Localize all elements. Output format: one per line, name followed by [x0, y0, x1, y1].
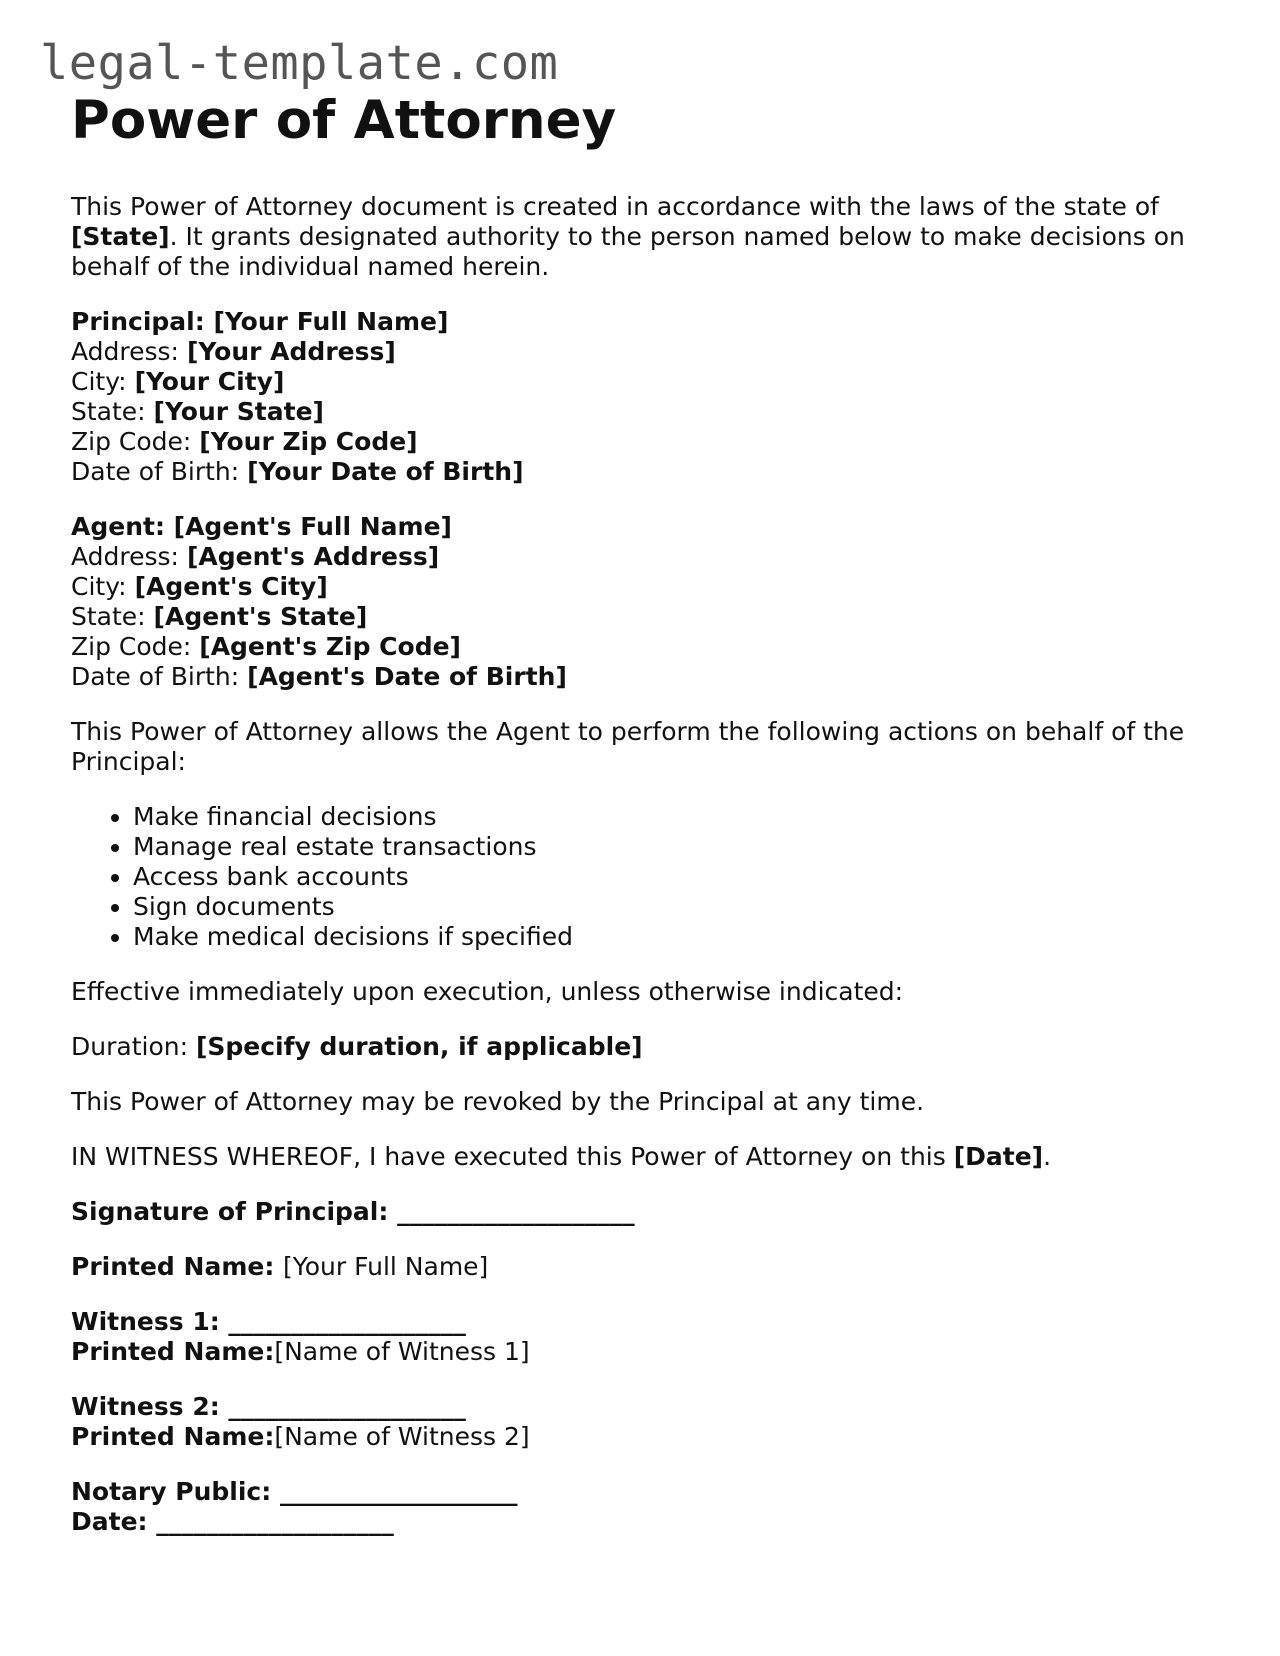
- agent-name: [Agent's Full Name]: [173, 512, 452, 541]
- agent-city-label: City:: [71, 572, 135, 601]
- duration-value: [Specify duration, if applicable]: [195, 1032, 643, 1061]
- notary-label: Notary Public:: [71, 1477, 280, 1506]
- agent-state-line: [71, 602, 1221, 632]
- principal-heading: [71, 307, 1221, 337]
- witness-1-line: [71, 1307, 1221, 1337]
- agent-state: [Agent's State]: [153, 602, 368, 631]
- principal-state: [Your State]: [153, 397, 324, 426]
- list-item: • Make medical decisions if specified: [133, 922, 1221, 952]
- agent-city-line: [71, 572, 1221, 602]
- notary-blank[interactable]: ___________________: [279, 1477, 518, 1506]
- principal-dob-line: [71, 457, 1221, 487]
- principal-address: [Your Address]: [186, 337, 396, 366]
- principal-city-label: City:: [71, 367, 135, 396]
- principal-name: [Your Full Name]: [213, 307, 449, 336]
- agent-section: [71, 512, 1221, 692]
- witness-2-printed-label: Printed Name:: [71, 1422, 275, 1451]
- witness-2-printed-value: [Name of Witness 2]: [274, 1422, 530, 1451]
- principal-address-line: [71, 337, 1221, 367]
- agent-heading: [71, 512, 1221, 542]
- principal-zip-label: Zip Code:: [71, 427, 200, 456]
- notary-date-blank[interactable]: ___________________: [156, 1507, 394, 1536]
- witness-clause-end: .: [1043, 1142, 1052, 1171]
- agent-state-label: State:: [71, 602, 154, 631]
- agent-heading-label: Agent:: [71, 512, 174, 541]
- witness-2-line: [71, 1392, 1221, 1422]
- list-item: • Make financial decisions: [133, 802, 1221, 832]
- witness-2-section: [71, 1392, 1221, 1452]
- printed-name-line: [71, 1252, 1221, 1282]
- witness-1-printed-value: [Name of Witness 1]: [274, 1337, 530, 1366]
- actions-intro: This Power of Attorney allows the Agent to perform the following actions on behalf of the Principal:: [71, 717, 1185, 776]
- agent-address-line: [71, 542, 1221, 572]
- witness-1-printed-label: Printed Name:: [71, 1337, 275, 1366]
- principal-city: [Your City]: [134, 367, 285, 396]
- witness-clause-date: [Date]: [953, 1142, 1044, 1171]
- signature-blank[interactable]: ___________________: [397, 1197, 635, 1226]
- intro-text-2: . It grants designated authority to the person named below to make decisions on behalf of the individual named herein.: [71, 222, 1185, 281]
- principal-section: [71, 307, 1221, 487]
- principal-zip: [Your Zip Code]: [199, 427, 418, 456]
- list-item: • Sign documents: [133, 892, 1221, 922]
- agent-dob-label: Date of Birth:: [71, 662, 248, 691]
- intro-state-placeholder: [State]: [71, 222, 170, 251]
- actions-list: [71, 802, 1221, 952]
- duration-line: [71, 1032, 1221, 1062]
- principal-heading-label: Principal:: [71, 307, 214, 336]
- agent-zip-line: [71, 632, 1221, 662]
- notary-date-line: [71, 1507, 1221, 1537]
- principal-state-label: State:: [71, 397, 154, 426]
- notary-line: [71, 1477, 1221, 1507]
- witness-2-blank[interactable]: ___________________: [228, 1392, 466, 1421]
- site-watermark: legal-template.com: [40, 36, 559, 91]
- printed-name-label: Printed Name:: [71, 1252, 284, 1281]
- intro-text-1: This Power of Attorney document is created in accordance with the laws of the state of: [71, 192, 1159, 221]
- agent-zip: [Agent's Zip Code]: [199, 632, 461, 661]
- intro-paragraph: [71, 192, 1221, 282]
- notary-section: [71, 1477, 1221, 1537]
- witness-clause-text: IN WITNESS WHEREOF, I have executed this Power of Attorney on this: [71, 1142, 954, 1171]
- principal-zip-line: [71, 427, 1221, 457]
- witness-2-label: Witness 2:: [71, 1392, 229, 1421]
- agent-address-label: Address:: [71, 542, 187, 571]
- signature-line: [71, 1197, 1221, 1227]
- signature-label: Signature of Principal:: [71, 1197, 398, 1226]
- witness-clause: [71, 1142, 1221, 1172]
- principal-dob: [Your Date of Birth]: [247, 457, 524, 486]
- principal-address-label: Address:: [71, 337, 187, 366]
- agent-dob-line: [71, 662, 1221, 692]
- effective-statement: Effective immediately upon execution, unless otherwise indicated:: [71, 977, 904, 1006]
- agent-zip-label: Zip Code:: [71, 632, 200, 661]
- witness-1-label: Witness 1:: [71, 1307, 229, 1336]
- printed-name-value: [Your Full Name]: [283, 1252, 489, 1281]
- agent-address: [Agent's Address]: [186, 542, 440, 571]
- agent-dob: [Agent's Date of Birth]: [247, 662, 567, 691]
- principal-city-line: [71, 367, 1221, 397]
- list-item: • Manage real estate transactions: [133, 832, 1221, 862]
- witness-1-blank[interactable]: ___________________: [228, 1307, 466, 1336]
- principal-state-line: [71, 397, 1221, 427]
- document-title: Power of Attorney: [71, 90, 617, 151]
- notary-date-label: Date:: [71, 1507, 157, 1536]
- witness-2-printed-line: [71, 1422, 1221, 1452]
- principal-dob-label: Date of Birth:: [71, 457, 248, 486]
- witness-1-section: [71, 1307, 1221, 1367]
- revocation-statement: This Power of Attorney may be revoked by the Principal at any time.: [71, 1087, 925, 1116]
- list-item: • Access bank accounts: [133, 862, 1221, 892]
- witness-1-printed-line: [71, 1337, 1221, 1367]
- document-body: [71, 86, 1221, 1537]
- duration-label: Duration:: [71, 1032, 196, 1061]
- agent-city: [Agent's City]: [134, 572, 328, 601]
